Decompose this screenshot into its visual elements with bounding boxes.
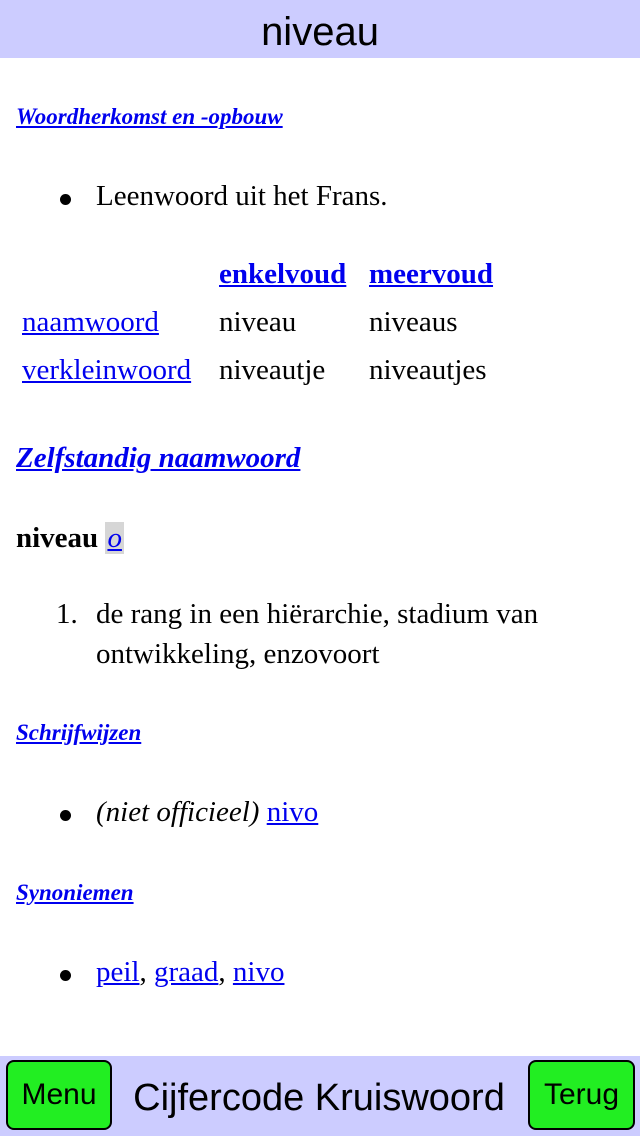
etymology-text: Leenwoord uit het Frans. xyxy=(96,180,388,212)
synonym-link-peil[interactable]: peil xyxy=(96,956,140,988)
table-cell-plural-diminutive: niveautjes xyxy=(369,354,487,386)
spellings-heading-link[interactable]: Schrijfwijzen xyxy=(16,720,142,745)
noun-heading-link[interactable]: Zelfstandig naamwoord xyxy=(16,442,301,474)
table-cell-singular: niveau xyxy=(219,306,297,338)
synonym-separator: , xyxy=(218,956,233,988)
synonyms-heading-link[interactable]: Synoniemen xyxy=(16,880,134,905)
lemma-line xyxy=(16,522,124,555)
synonym-separator: , xyxy=(139,956,154,988)
entry-content xyxy=(0,58,640,1056)
table-cell-singular-diminutive: niveautje xyxy=(219,354,326,386)
synonym-line xyxy=(96,956,284,989)
page-title: niveau xyxy=(261,10,379,54)
bottom-bar xyxy=(0,1056,640,1136)
bullet-dot xyxy=(60,810,71,821)
synonym-link-graad[interactable]: graad xyxy=(154,956,219,988)
bullet-dot xyxy=(60,970,71,981)
definition-number: 1. xyxy=(56,598,78,630)
spelling-variant-link[interactable]: nivo xyxy=(266,796,319,828)
spelling-line xyxy=(96,796,318,829)
synonym-link-nivo[interactable]: nivo xyxy=(232,956,285,988)
table-cell-plural: niveaus xyxy=(369,306,458,338)
app-title: Cijfercode Kruiswoord xyxy=(133,1077,505,1119)
spelling-note: (niet officieel) xyxy=(96,796,260,828)
gender-link[interactable]: o xyxy=(107,522,122,554)
menu-button[interactable]: Menu xyxy=(6,1060,112,1130)
definition-text: de rang in een hiërarchie, stadium van ontwikkeling, enzovoort xyxy=(96,598,539,670)
top-bar xyxy=(0,0,640,58)
table-row-label-naamwoord[interactable]: naamwoord xyxy=(22,306,159,338)
back-button[interactable]: Terug xyxy=(528,1060,635,1130)
table-row-label-verkleinwoord[interactable]: verkleinwoord xyxy=(22,354,192,386)
table-header-singular[interactable]: enkelvoud xyxy=(219,258,347,290)
etymology-heading-link[interactable]: Woordherkomst en -opbouw xyxy=(16,104,283,129)
bullet-dot xyxy=(60,194,71,205)
table-header-plural[interactable]: meervoud xyxy=(369,258,494,290)
lemma-word: niveau xyxy=(16,522,99,554)
